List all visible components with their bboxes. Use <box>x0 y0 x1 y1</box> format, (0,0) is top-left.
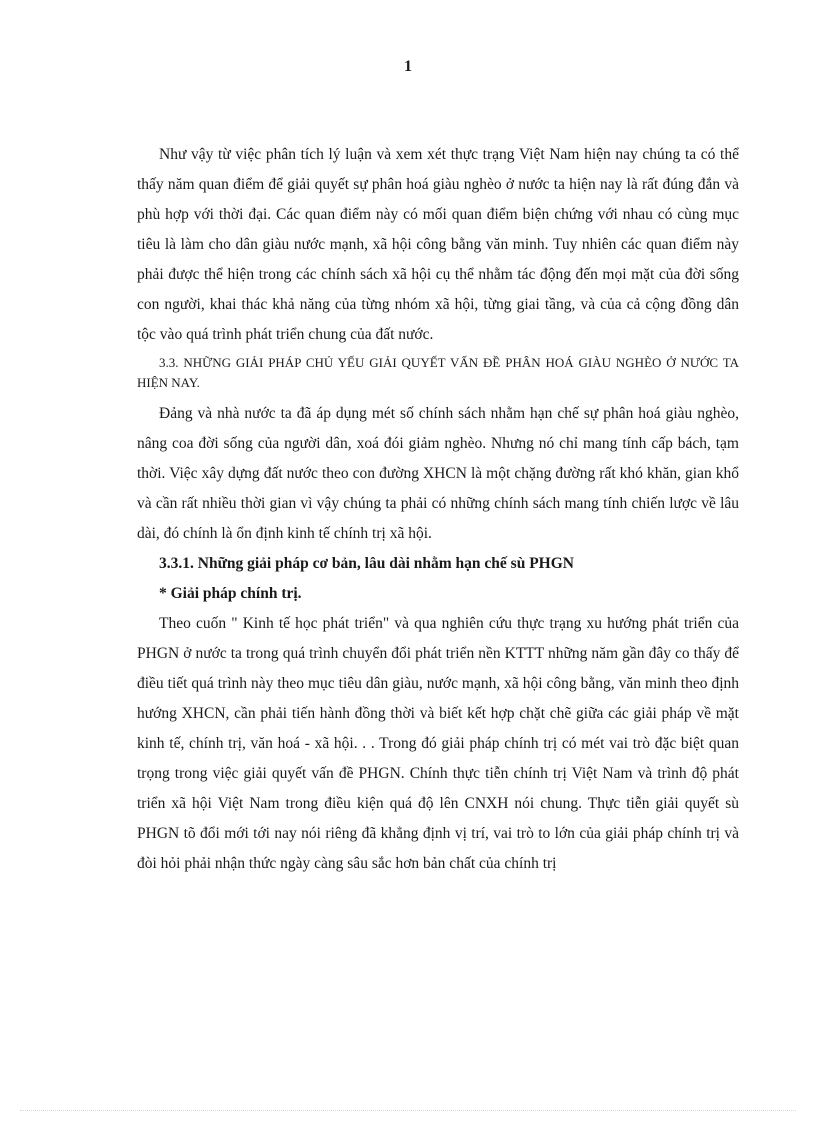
document-body <box>137 140 739 879</box>
page-number: 1 <box>404 58 412 75</box>
paragraph-policy: Đảng và nhà nước ta đã áp dụng mét số chính sách nhằm hạn chế sự phân hoá giàu nghèo, nâng coa đời sống của người dân, xoá đói giảm nghèo. Nhưng nó chỉ mang tính cấp bách, tạm thời. Việc xây dựng đất nước theo con đường XHCN là một chặng đường rất khó khăn, gian khổ và cần rất nhiều thời gian vì vậy chúng ta phải có những chính sách mang tính chiến lược về lâu dài, đó chính là ổn định kinh tế chính trị xã hội. <box>137 405 739 542</box>
subsection-heading: 3.3.1. Những giải pháp cơ bản, lâu dài nhằm hạn chế sù PHGN <box>159 555 574 572</box>
section-heading: 3.3. NHỮNG GIẢI PHÁP CHỦ YẾU GIẢI QUYẾT VẤN ĐỀ PHÂN HOÁ GIÀU NGHÈO Ở NƯỚC TA HIỆN NAY. <box>137 355 739 390</box>
sub-item-heading: * Giải pháp chính trị. <box>159 585 302 602</box>
page-bottom-divider <box>20 1110 796 1111</box>
paragraph-intro: Như vậy từ việc phân tích lý luận và xem xét thực trạng Việt Nam hiện nay chúng ta có thể thấy năm quan điểm để giải quyết sự phân hoá giàu nghèo ở nước ta hiện nay là rất đúng đắn và phù hợp với thời đại. Các quan điểm này có mối quan điểm biện chứng với nhau có cùng mục tiêu là làm cho dân giàu nước mạnh, xã hội công bằng văn minh. Tuy nhiên các quan điểm này phải được thể hiện trong các chính sách xã hội cụ thể nhằm tác động đến mọi mặt của đời sống con người, khai thác khả năng của từng nhóm xã hội, từng giai tầng, và của cả cộng đồng dân tộc vào quá trình phát triển chung của đất nước. <box>137 146 739 343</box>
paragraph-political-solution: Theo cuốn " Kinh tế học phát triển" và qua nghiên cứu thực trạng xu hướng phát triển của PHGN ở nước ta trong quá trình chuyển đổi phát triển nền KTTT những năm gần đây co thấy để điều tiết quá trình này theo mục tiêu dân giàu, nước mạnh, xã hội công bằng, văn minh theo định hướng XHCN, cần phải tiến hành đồng thời và biết kết hợp chặt chẽ giữa các giải pháp về mặt kinh tế, chính trị, văn hoá - xã hội. . . Trong đó giải pháp chính trị có mét vai trò đặc biệt quan trọng trong việc giải quyết vấn đề PHGN. Chính thực tiễn chính trị Việt Nam và trình độ phát triển xã hội Việt Nam trong điều kiện quá độ lên CNXH nói chung. Thực tiễn giải quyết sù PHGN tõ đổi mới tới nay nói riêng đã khẳng định vị trí, vai trò to lớn của giải pháp chính trị và đòi hỏi phải nhận thức ngày càng sâu sắc hơn bản chất của chính trị <box>137 615 739 872</box>
